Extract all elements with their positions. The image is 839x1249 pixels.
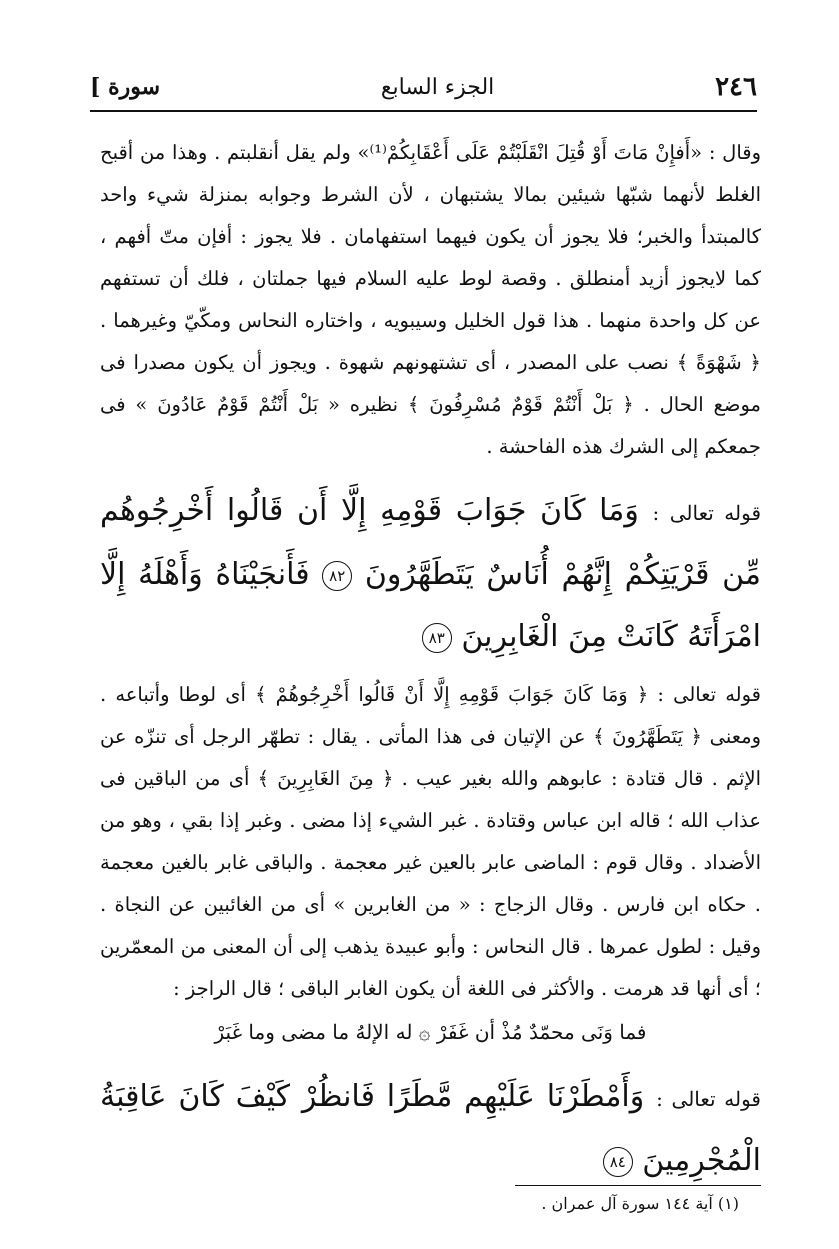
verse-text-continued: فَأَنجَيْنَاهُ وَأَهْلَهُ إِلَّا امْرَأَتَهُ كَانَتْ مِنَ الْغَابِرِينَ — [100, 557, 761, 654]
footnote: (١) آية ١٤٤ سورة آل عمران . — [541, 1194, 739, 1213]
verse-block-82-83 — [100, 480, 761, 668]
running-title: الجزء السابع — [380, 74, 495, 100]
verse-lead: قوله تعالى : — [656, 1087, 761, 1111]
verse-block-84 — [100, 1066, 761, 1192]
footnote-rule — [515, 1185, 761, 1186]
poem-line: فما وَنَى محمّدٌ مُذْ أن غَفَرْ ۞ له الإلهُ ما مضى وما غَبَرْ — [214, 1020, 647, 1044]
page-number: ٢٤٦ — [715, 72, 757, 102]
sura-label: سورة ] — [90, 74, 161, 100]
verse-text: وَأَمْطَرْنَا عَلَيْهِم مَّطَرًا فَانظُرْ كَيْفَ كَانَ عَاقِبَةُ الْمُجْرِمِينَ — [100, 1079, 761, 1178]
verse-number-84: ٨٤ — [603, 1147, 633, 1177]
verse-text: وَمَا كَانَ جَوَابَ قَوْمِهِ إِلَّا أَن قَالُوا أَخْرِجُوهُم مِّن قَرْيَتِكُمْ إِنَّهُمْ أُنَاسٌ يَتَطَهَّرُونَ — [100, 493, 761, 592]
page-body — [100, 132, 761, 1198]
header-rule — [90, 110, 757, 112]
verse-lead: قوله تعالى : — [652, 501, 761, 525]
intro-paragraph: وقال : «أَفإِنْ مَاتَ أَوْ قُتِلَ انْقَلَبْتُمْ عَلَى أَعْقَابِكُمْ⁽¹⁾» ولم يقل أنقلبتم . وهذا من أقبح الغلط لأنهما شبّها شيئين بمالا يشتبهان ، لأن الشرط وجوابه بمنزلة شيء واحد كالمبتدأ والخبر؛ فلا يجوز أن يكون فيهما استفهامان . فلا يجوز : أفإن متّ أفهم ، كما لايجوز أزيد أمنطلق . وقصة لوط عليه السلام فيها جملتان ، فلك أن تستفهم عن كل واحدة منهما . هذا قول الخليل وسيبويه ، واختاره النحاس ومكّيّ وغيرهما . ﴿ شَهْوَةً ﴾ نصب على المصدر ، أى تشتهونهم شهوة . ويجوز أن يكون مصدرا فى موضع الحال . ﴿ بَلْ أَنْتُمْ قَوْمٌ مُسْرِفُونَ ﴾ نظيره « بَلْ أَنْتُمْ قَوْمٌ عَادُونَ » فى جمعكم إلى الشرك هذه الفاحشة . — [100, 141, 761, 458]
verse-number-83: ٨٣ — [422, 623, 452, 653]
page-header — [90, 64, 757, 110]
commentary-paragraph: قوله تعالى : ﴿ وَمَا كَانَ جَوَابَ قَوْمِهِ إِلَّا أَنْ قَالُوا أَخْرِجُوهُمْ ﴾ أى لوطا وأتباعه . ومعنى ﴿ يَتَطَهَّرُونَ ﴾ عن الإتيان فى هذا المأتى . يقال : تطهّر الرجل أى تنزّه عن الإثم . قال قتادة : عابوهم والله بغير عيب . ﴿ مِنَ الغَابِرِينَ ﴾ أى من الباقين فى عذاب الله ؛ قاله ابن عباس وقتادة . غبر الشيء إذا مضى . وغبر إذا بقي ، وهو من الأضداد . وقال قوم : الماضى عابر بالعين غير معجمة . والباقى غابر بالغين معجمة . حكاه ابن فارس . وقال الزجاج : « من الغابرين » أى من الغائبين عن النجاة . وقيل : لطول عمرها . قال النحاس : وأبو عبيدة يذهب إلى أن المعنى من المعمّرين ؛ أى أنها قد هرمت . والأكثر فى اللغة أن يكون الغابر الباقى ؛ قال الراجز : — [100, 683, 761, 1000]
verse-number-82: ٨٢ — [322, 561, 352, 591]
